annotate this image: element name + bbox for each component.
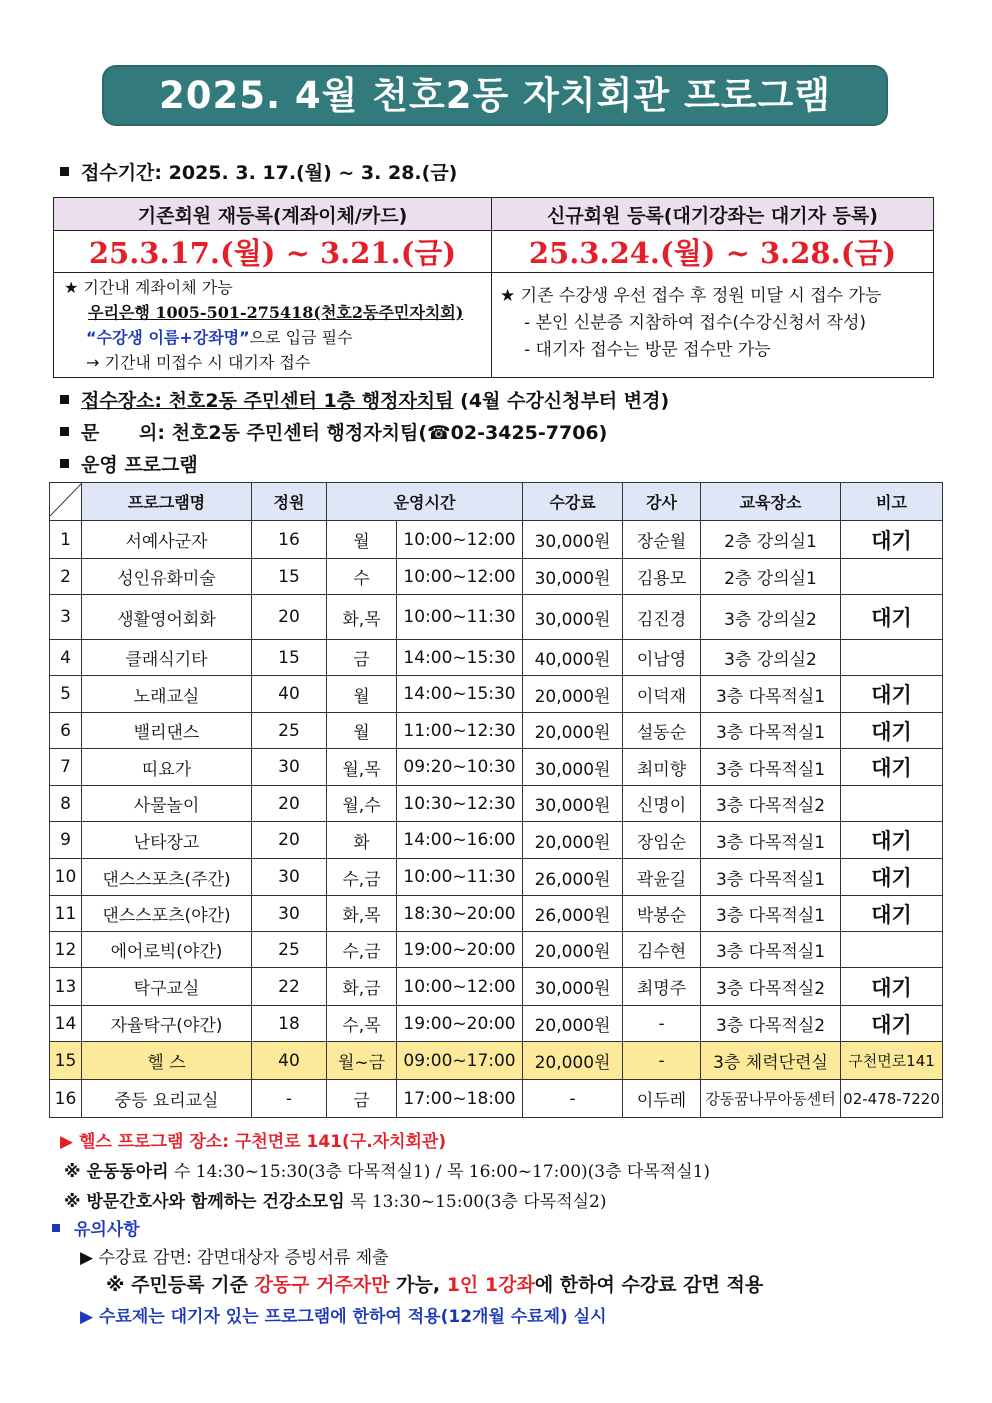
- cell-name: 탁구교실: [82, 968, 252, 1006]
- cell-day: 수,목: [327, 1006, 397, 1042]
- header-capacity: 정원: [252, 483, 327, 521]
- bullet-square-icon: [52, 1224, 60, 1232]
- cell-no: 1: [50, 521, 82, 559]
- cell-time: 14:00~15:30: [397, 640, 523, 676]
- discount-note: ▶ 수강료 감면: 감면대상자 증빙서류 제출: [80, 1248, 389, 1268]
- inquiry: [60, 418, 607, 445]
- cell-cap: 15: [252, 559, 327, 595]
- page-title: 2025. 4월 천호2동 자치회관 프로그램: [104, 67, 886, 124]
- cell-teacher: 김수현: [623, 932, 701, 968]
- club1-label: ※ 운동동아리: [64, 1162, 169, 1182]
- cell-no: 9: [50, 822, 82, 859]
- cell-day: 금: [327, 640, 397, 676]
- cell-note: 대기: [841, 822, 943, 859]
- corner-cell: [50, 483, 82, 521]
- cell-fee: 40,000원: [523, 640, 623, 676]
- deposit-instruction: [64, 325, 491, 350]
- cell-teacher: -: [623, 1006, 701, 1042]
- cell-no: 11: [50, 896, 82, 932]
- cell-place: 3층 다목적실1: [701, 932, 841, 968]
- existing-member-notes: [54, 273, 492, 378]
- table-row: [50, 1042, 943, 1080]
- cell-cap: 18: [252, 1006, 327, 1042]
- cell-time: 09:00~17:00: [397, 1042, 523, 1080]
- note-line: - 대기자 접수는 방문 접수만 가능: [524, 340, 771, 360]
- cell-place: 3층 강의실2: [701, 595, 841, 640]
- cell-name: 댄스스포츠(주간): [82, 859, 252, 896]
- cell-place: 3층 다목적실1: [701, 713, 841, 749]
- cell-teacher: -: [623, 1042, 701, 1080]
- cell-time: 10:00~11:30: [397, 859, 523, 896]
- cell-fee: 26,000원: [523, 859, 623, 896]
- cell-place: 2층 강의실1: [701, 521, 841, 559]
- cell-place: 3층 다목적실1: [701, 896, 841, 932]
- discount-rule: [106, 1270, 763, 1297]
- cell-note: 02-478-7220: [841, 1080, 943, 1118]
- cell-day: 화: [327, 822, 397, 859]
- cell-cap: 40: [252, 1042, 327, 1080]
- cell-name: 띠요가: [82, 749, 252, 786]
- cell-place: 3층 다목적실1: [701, 822, 841, 859]
- cell-no: 12: [50, 932, 82, 968]
- new-member-notes: [492, 273, 934, 378]
- program-table-body: [50, 521, 943, 1118]
- cell-name: 댄스스포츠(야간): [82, 896, 252, 932]
- cell-cap: 30: [252, 859, 327, 896]
- cell-teacher: 이남영: [623, 640, 701, 676]
- cell-place: 3층 다목적실1: [701, 749, 841, 786]
- cell-day: 화,목: [327, 896, 397, 932]
- bank-account: 우리은행 1005-501-275418(천호2동주민자치회): [88, 303, 464, 322]
- cell-place: 3층 다목적실2: [701, 968, 841, 1006]
- program-heading-text: 운영 프로그램: [81, 454, 198, 476]
- diagonal-line-icon: [50, 483, 82, 516]
- cell-cap: 15: [252, 640, 327, 676]
- header-time: 운영시간: [327, 483, 523, 521]
- cell-cap: 16: [252, 521, 327, 559]
- inquiry-value: 천호2동 주민센터 행정자치팀(☎02-3425-7706): [171, 422, 608, 444]
- cell-time: 10:00~11:30: [397, 595, 523, 640]
- cell-fee: 20,000원: [523, 822, 623, 859]
- cell-cap: 30: [252, 749, 327, 786]
- cell-day: 금: [327, 1080, 397, 1118]
- cell-cap: -: [252, 1080, 327, 1118]
- cell-time: 17:00~18:00: [397, 1080, 523, 1118]
- cell-place: 2층 강의실1: [701, 559, 841, 595]
- discount-rule-c: 가능,: [389, 1274, 447, 1296]
- existing-member-dates: 25.3.17.(월) ~ 3.21.(금): [54, 231, 492, 273]
- cell-name: 서예사군자: [82, 521, 252, 559]
- cell-place: 3층 다목적실2: [701, 1006, 841, 1042]
- header-note: 비고: [841, 483, 943, 521]
- bullet-square-icon: [60, 395, 69, 404]
- cell-day: 수,금: [327, 859, 397, 896]
- header-place: 교육장소: [701, 483, 841, 521]
- cell-teacher: 설동순: [623, 713, 701, 749]
- cell-fee: 20,000원: [523, 713, 623, 749]
- table-row: [50, 559, 943, 595]
- cell-fee: 20,000원: [523, 1006, 623, 1042]
- discount-rule-a: ※ 주민등록 기준: [106, 1274, 255, 1296]
- cell-name: 에어로빅(야간): [82, 932, 252, 968]
- cell-no: 14: [50, 1006, 82, 1042]
- new-member-header: 신규회원 등록(대기강좌는 대기자 등록): [492, 198, 934, 231]
- cell-day: 화,목: [327, 595, 397, 640]
- bullet-square-icon: [60, 427, 69, 436]
- cell-no: 3: [50, 595, 82, 640]
- program-heading: [60, 450, 198, 477]
- cell-no: 13: [50, 968, 82, 1006]
- club2-label: ※ 방문간호사와 함께하는 건강소모임: [64, 1192, 345, 1212]
- cell-fee: 30,000원: [523, 749, 623, 786]
- cell-teacher: 신명이: [623, 786, 701, 822]
- cell-no: 2: [50, 559, 82, 595]
- cell-day: 수,금: [327, 932, 397, 968]
- place-label: 접수장소: 천호2동 주민센터 1층 행정자치팀: [81, 390, 454, 412]
- cell-day: 월~금: [327, 1042, 397, 1080]
- cell-teacher: 장임순: [623, 822, 701, 859]
- cell-teacher: 장순월: [623, 521, 701, 559]
- cell-name: 생활영어회화: [82, 595, 252, 640]
- cell-time: 10:00~12:00: [397, 521, 523, 559]
- cell-note: 대기: [841, 676, 943, 713]
- bullet-square-icon: [60, 167, 69, 176]
- cell-name: 중등 요리교실: [82, 1080, 252, 1118]
- table-row: [50, 932, 943, 968]
- caution-heading-text: 유의사항: [74, 1220, 140, 1240]
- cell-no: 10: [50, 859, 82, 896]
- cell-teacher: 곽윤길: [623, 859, 701, 896]
- cell-no: 6: [50, 713, 82, 749]
- club2-detail: 목 13:30~15:00(3층 다목적실2): [350, 1192, 607, 1212]
- bullet-square-icon: [60, 459, 69, 468]
- cell-teacher: 이두레: [623, 1080, 701, 1118]
- table-row: [50, 749, 943, 786]
- club1-detail: 수 14:30~15:30(3층 다목적실1) / 목 16:00~17:00)(3층 다목적실1): [173, 1162, 711, 1182]
- cell-fee: -: [523, 1080, 623, 1118]
- cell-cap: 30: [252, 896, 327, 932]
- cell-name: 밸리댄스: [82, 713, 252, 749]
- header-teacher: 강사: [623, 483, 701, 521]
- cell-no: 16: [50, 1080, 82, 1118]
- table-row: [50, 1006, 943, 1042]
- cell-time: 11:00~12:30: [397, 713, 523, 749]
- cell-fee: 30,000원: [523, 968, 623, 1006]
- table-row: [50, 786, 943, 822]
- cell-no: 8: [50, 786, 82, 822]
- cell-name: 클래식기타: [82, 640, 252, 676]
- program-table: [49, 482, 943, 1118]
- cell-name: 노래교실: [82, 676, 252, 713]
- table-row: [50, 968, 943, 1006]
- cell-name: 사물놀이: [82, 786, 252, 822]
- place-note: (4월 수강신청부터 변경): [460, 390, 670, 412]
- table-row: [50, 896, 943, 932]
- table-row: [50, 521, 943, 559]
- reception-period: [60, 158, 457, 185]
- cell-teacher: 박봉순: [623, 896, 701, 932]
- cell-note: 대기: [841, 713, 943, 749]
- cell-place: 강동꿈나무아동센터: [701, 1080, 841, 1118]
- cell-note: [841, 559, 943, 595]
- cell-note: 대기: [841, 1006, 943, 1042]
- cell-day: 화,금: [327, 968, 397, 1006]
- cell-day: 월: [327, 521, 397, 559]
- cell-name: 성인유화미술: [82, 559, 252, 595]
- cell-fee: 20,000원: [523, 676, 623, 713]
- cell-teacher: 이덕재: [623, 676, 701, 713]
- table-row: [50, 595, 943, 640]
- cell-place: 3층 체력단련실: [701, 1042, 841, 1080]
- cell-cap: 25: [252, 713, 327, 749]
- fee-system-note: ▶ 수료제는 대기자 있는 프로그램에 한하여 적용(12개월 수료제) 실시: [80, 1307, 607, 1327]
- cell-time: 10:00~12:00: [397, 559, 523, 595]
- cell-cap: 20: [252, 822, 327, 859]
- cell-time: 14:00~16:00: [397, 822, 523, 859]
- note-line: ★ 기간내 계좌이체 가능: [64, 278, 233, 297]
- cell-time: 18:30~20:00: [397, 896, 523, 932]
- note-line: ★ 기존 수강생 우선 접수 후 정원 미달 시 접수 가능: [500, 286, 882, 306]
- cell-fee: 30,000원: [523, 786, 623, 822]
- cell-fee: 30,000원: [523, 559, 623, 595]
- cell-cap: 25: [252, 932, 327, 968]
- caution-heading: [52, 1215, 140, 1240]
- cell-teacher: 최명주: [623, 968, 701, 1006]
- cell-time: 10:30~12:30: [397, 786, 523, 822]
- table-row: [50, 640, 943, 676]
- club1-note: [64, 1157, 710, 1182]
- cell-teacher: 김진경: [623, 595, 701, 640]
- cell-place: 3층 다목적실2: [701, 786, 841, 822]
- cell-day: 수: [327, 559, 397, 595]
- cell-day: 월: [327, 676, 397, 713]
- cell-note: 대기: [841, 896, 943, 932]
- cell-no: 15: [50, 1042, 82, 1080]
- cell-note: 대기: [841, 521, 943, 559]
- cell-day: 월,수: [327, 786, 397, 822]
- discount-rule-e: 에 한하여 수강료 감면 적용: [534, 1274, 764, 1296]
- header-fee: 수강료: [523, 483, 623, 521]
- cell-note: 대기: [841, 859, 943, 896]
- cell-note: 대기: [841, 968, 943, 1006]
- cell-time: 19:00~20:00: [397, 932, 523, 968]
- cell-cap: 20: [252, 786, 327, 822]
- cell-teacher: 최미향: [623, 749, 701, 786]
- new-member-dates: 25.3.24.(월) ~ 3.28.(금): [492, 231, 934, 273]
- cell-no: 5: [50, 676, 82, 713]
- reception-period-text: 접수기간: 2025. 3. 17.(월) ~ 3. 28.(금): [81, 162, 458, 184]
- cell-day: 월: [327, 713, 397, 749]
- cell-name: 자율탁구(야간): [82, 1006, 252, 1042]
- cell-note: [841, 932, 943, 968]
- existing-member-header: 기존회원 재등록(계좌이체/카드): [54, 198, 492, 231]
- reception-place: [60, 386, 669, 413]
- cell-place: 3층 다목적실1: [701, 676, 841, 713]
- cell-fee: 26,000원: [523, 896, 623, 932]
- cell-fee: 30,000원: [523, 521, 623, 559]
- cell-place: 3층 강의실2: [701, 640, 841, 676]
- table-row: [50, 822, 943, 859]
- cell-no: 7: [50, 749, 82, 786]
- cell-note: 대기: [841, 749, 943, 786]
- cell-name: 난타장고: [82, 822, 252, 859]
- cell-fee: 30,000원: [523, 595, 623, 640]
- note-line: - 본인 신분증 지참하여 접수(수강신청서 작성): [524, 313, 867, 333]
- cell-time: 14:00~15:30: [397, 676, 523, 713]
- header-name: 프로그램명: [82, 483, 252, 521]
- cell-fee: 20,000원: [523, 932, 623, 968]
- cell-time: 10:00~12:00: [397, 968, 523, 1006]
- table-row: [50, 859, 943, 896]
- cell-cap: 40: [252, 676, 327, 713]
- inquiry-label: 문 의:: [81, 422, 165, 444]
- table-row: [50, 713, 943, 749]
- club2-note: [64, 1187, 607, 1212]
- cell-cap: 20: [252, 595, 327, 640]
- cell-cap: 22: [252, 968, 327, 1006]
- health-place-note: ▶ 헬스 프로그램 장소: 구천면로 141(구.자치회관): [60, 1132, 447, 1152]
- deposit-name: “수강생 이름+강좌명”: [86, 328, 250, 347]
- cell-fee: 20,000원: [523, 1042, 623, 1080]
- cell-place: 3층 다목적실1: [701, 859, 841, 896]
- table-row: [50, 1080, 943, 1118]
- cell-name: 헬 스: [82, 1042, 252, 1080]
- table-row: [50, 676, 943, 713]
- note-line: → 기간내 미접수 시 대기자 접수: [86, 353, 311, 372]
- discount-rule-b: 강동구 거주자만: [254, 1274, 390, 1296]
- registration-table: [53, 197, 934, 378]
- discount-rule-d: 1인 1강좌: [446, 1274, 535, 1296]
- cell-teacher: 김용모: [623, 559, 701, 595]
- cell-day: 월,목: [327, 749, 397, 786]
- cell-note: [841, 786, 943, 822]
- cell-time: 19:00~20:00: [397, 1006, 523, 1042]
- cell-note: 구천면로141: [841, 1042, 943, 1080]
- cell-note: 대기: [841, 595, 943, 640]
- cell-time: 09:20~10:30: [397, 749, 523, 786]
- cell-no: 4: [50, 640, 82, 676]
- cell-note: [841, 640, 943, 676]
- deposit-suffix: 으로 입금 필수: [249, 328, 353, 347]
